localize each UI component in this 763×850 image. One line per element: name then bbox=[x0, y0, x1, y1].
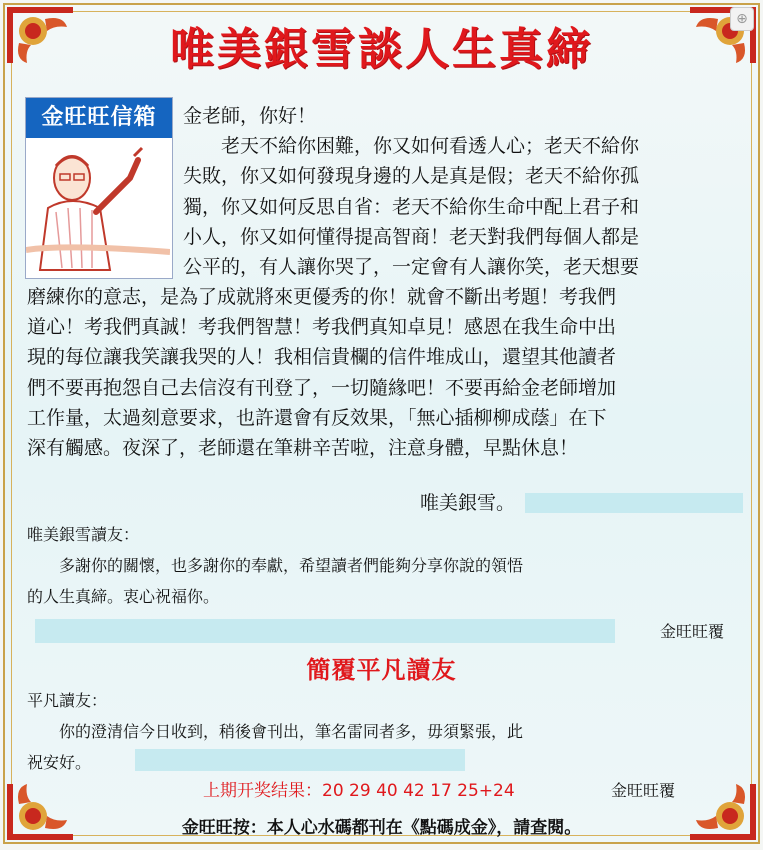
letter-body-top bbox=[183, 101, 743, 282]
reply-line: 的人生真締。衷心祝福你。 bbox=[27, 587, 220, 606]
footer-signature: 金旺旺覆 bbox=[611, 781, 676, 800]
section-subtitle: 簡覆平凡讀友 bbox=[306, 655, 457, 684]
lottery-result: 上期开奖结果：20 29 40 42 17 25+24 bbox=[203, 781, 515, 801]
reply-line: 祝安好。 bbox=[27, 753, 92, 772]
letter-line: 現的每位讓我笑讓我哭的人！我相信貴欄的信件堆成山，還望其他讀者 bbox=[27, 346, 617, 369]
column-logo-label: 金旺旺信箱 bbox=[26, 98, 172, 138]
reply-line: 多謝你的關懷，也多謝你的奉獻，希望讀者們能夠分享你說的領悟 bbox=[59, 556, 524, 575]
letter-line: 老天不給你困難，你又如何看透人心；老天不給你 bbox=[221, 135, 640, 158]
teacher-illustration-icon bbox=[26, 138, 170, 276]
letter-line: 工作量，太過刻意要求，也許還會有反效果，「無心插柳柳成蔭」在下 bbox=[27, 406, 607, 429]
reply-signature: 金旺旺覆 bbox=[659, 622, 724, 641]
letter-line: 小人，你又如何懂得提高智商！老天對我們每個人都是 bbox=[183, 225, 640, 248]
letter-line: 磨練你的意志，是為了成就將來更優秀的你！就會不斷出考題！考我們 bbox=[27, 286, 617, 308]
zoom-icon[interactable]: ⊕ bbox=[730, 7, 754, 31]
letter-body-bottom bbox=[27, 282, 743, 463]
reply-line: 你的澄清信今日收到，稍後會刊出，筆名雷同者多，毋須緊張，此 bbox=[59, 722, 524, 741]
letter-line: 道心！考我們真誠！考我們智慧！考我們真知卓見！感恩在我生命中出 bbox=[27, 316, 617, 339]
footer-note: 金旺旺按：本人心水碼都刊在《點碼成金》，請查閱。 bbox=[181, 818, 582, 838]
letter-signature: 唯美銀雪。 bbox=[420, 492, 516, 514]
highlight-bar bbox=[35, 619, 615, 643]
reply-section bbox=[27, 519, 743, 612]
page-title: 唯美銀雪談人生真締 bbox=[170, 24, 593, 75]
reply-salutation: 唯美銀雪讀友： bbox=[27, 525, 140, 544]
newspaper-page bbox=[3, 3, 760, 844]
reply-salutation: 平凡讀友： bbox=[27, 691, 108, 710]
letter-line: 深有觸感。夜深了，老師還在筆耕辛苦啦，注意身體，早點休息！ bbox=[27, 437, 579, 460]
letter-line: 們不要再抱怨自己去信沒有刊登了，一切隨緣吧！不要再給金老師增加 bbox=[27, 376, 617, 399]
letter-line: 獨，你又如何反思自省：老天不給你生命中配上君子和 bbox=[183, 195, 640, 218]
column-logo bbox=[25, 97, 173, 279]
highlight-bar bbox=[135, 749, 465, 771]
highlight-bar bbox=[525, 493, 743, 513]
letter-greeting: 金老師，你好！ bbox=[183, 105, 317, 127]
letter-line: 公平的，有人讓你哭了，一定會有人讓你笑，老天想要 bbox=[183, 256, 640, 279]
letter-line: 失敗，你又如何發現身邊的人是真是假；老天不給你孤 bbox=[183, 165, 640, 188]
